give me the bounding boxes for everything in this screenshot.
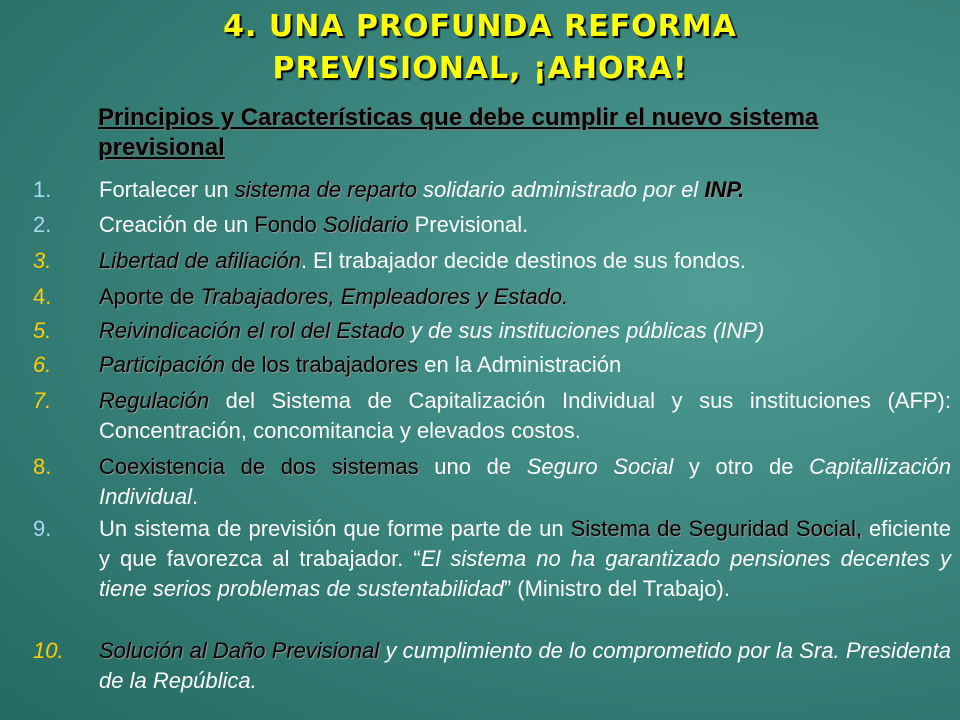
item-text: Un sistema de previsión que forme parte de un Sistema de Seguridad Social, eficiente y que favorezca al trabajador. “El sistema no ha garantizado pensiones decentes y tiene serios problemas de sustentabilidad” (Ministro del Trabajo).: [99, 516, 951, 601]
slide-title: [0, 6, 960, 90]
subtitle: Principios y Características que debe cumplir el nuevo sistema previsional: [98, 104, 819, 161]
item-text: Solución al Daño Previsional y cumplimiento de lo comprometido por la Sra. Presidenta de la República.: [99, 638, 951, 693]
item-text: Fortalecer un sistema de reparto solidario administrado por el INP.: [99, 177, 745, 202]
title-line-2: PREVISIONAL, ¡AHORA!: [272, 51, 688, 86]
item-number: 4.: [33, 284, 52, 309]
item-number: 9.: [33, 516, 52, 541]
item-number: 5.: [33, 318, 52, 343]
item-text: Participación de los trabajadores en la Administración: [99, 352, 622, 377]
item-number: 6.: [33, 352, 52, 377]
item-text: Creación de un Fondo Solidario Previsional.: [99, 212, 529, 237]
item-number: 1.: [33, 177, 52, 202]
item-number: 3.: [33, 248, 52, 273]
item-text: Reivindicación el rol del Estado y de sus instituciones públicas (INP): [99, 318, 765, 343]
item-text: Libertad de afiliación. El trabajador decide destinos de sus fondos.: [99, 248, 746, 273]
item-text: Aporte de Trabajadores, Empleadores y Estado.: [99, 284, 569, 309]
item-text: Regulación del Sistema de Capitalización Individual y sus instituciones (AFP): Concentración, concomitancia y elevados costos.: [99, 388, 951, 443]
item-text: Coexistencia de dos sistemas uno de Seguro Social y otro de Capitallización Individual.: [99, 454, 951, 509]
item-number: 8.: [33, 454, 52, 479]
item-number: 7.: [33, 388, 52, 413]
title-line-1: 4. UNA PROFUNDA REFORMA: [223, 9, 737, 44]
item-number: 10.: [33, 638, 64, 663]
item-number: 2.: [33, 212, 52, 237]
